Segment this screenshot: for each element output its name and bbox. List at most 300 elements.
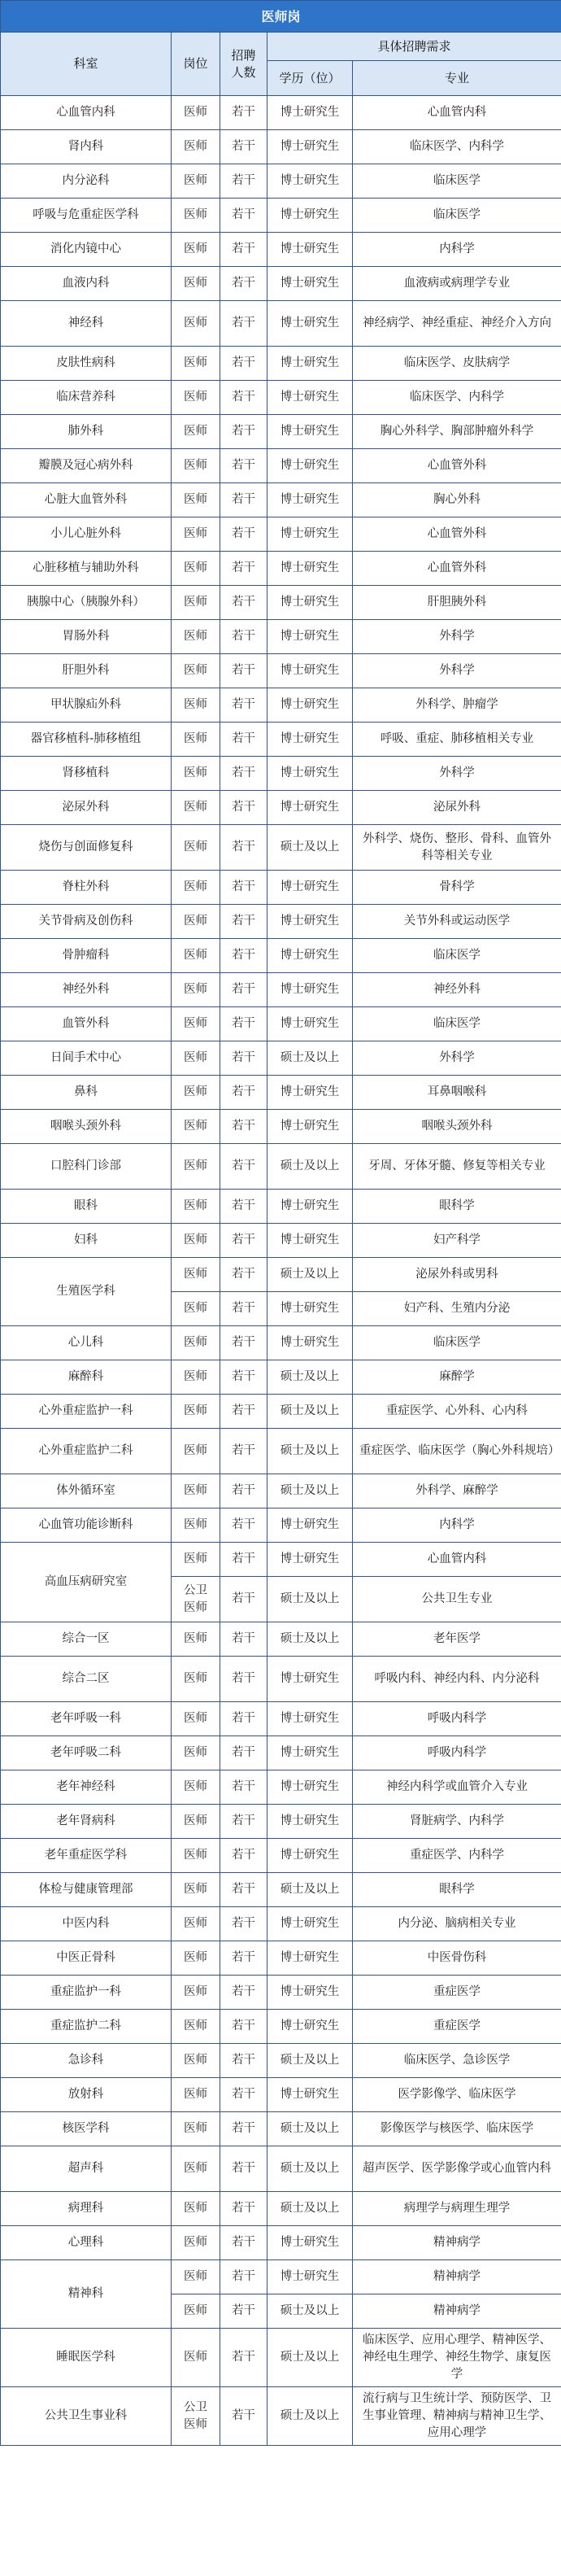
- dept-cell: 急诊科: [1, 2044, 172, 2078]
- num-cell: 若干: [220, 2387, 267, 2446]
- num-cell: 若干: [220, 1076, 267, 1110]
- table-row: [1, 483, 561, 517]
- post-cell: 医师: [172, 2044, 220, 2078]
- edu-cell: 博士研究生: [267, 1007, 353, 1041]
- edu-cell: 博士研究生: [267, 1839, 353, 1873]
- major-cell: 外科学、麻醉学: [353, 1474, 561, 1508]
- num-cell: 若干: [220, 2112, 267, 2146]
- dept-cell: 妇科: [1, 1224, 172, 1258]
- post-cell: 医师: [172, 1702, 220, 1736]
- post-cell: 医师: [172, 1508, 220, 1543]
- post-cell: 医师: [172, 1258, 220, 1292]
- table-row: [1, 552, 561, 586]
- num-cell: 若干: [220, 267, 267, 301]
- dept-cell: 骨肿瘤科: [1, 939, 172, 973]
- num-cell: 若干: [220, 449, 267, 483]
- major-cell: 老年医学: [353, 1622, 561, 1657]
- major-cell: 关节外科或运动医学: [353, 905, 561, 939]
- edu-cell: 博士研究生: [267, 483, 353, 517]
- dept-cell: 老年重症医学科: [1, 1839, 172, 1873]
- post-cell: 医师: [172, 791, 220, 825]
- major-cell: 神经外科: [353, 973, 561, 1007]
- header-need: 具体招聘需求: [267, 33, 561, 61]
- table-row: [1, 1508, 561, 1543]
- edu-cell: 博士研究生: [267, 267, 353, 301]
- major-cell: 临床医学: [353, 1326, 561, 1360]
- major-cell: 外科学、肿瘤学: [353, 688, 561, 723]
- major-cell: 外科学、烧伤、整形、骨科、血管外科等相关专业: [353, 825, 561, 871]
- num-cell: 若干: [220, 1543, 267, 1577]
- num-cell: 若干: [220, 130, 267, 164]
- dept-cell: 脊柱外科: [1, 871, 172, 905]
- post-cell: 医师: [172, 1007, 220, 1041]
- table-row: [1, 1007, 561, 1041]
- post-cell: 医师: [172, 2146, 220, 2192]
- dept-cell: 心儿科: [1, 1326, 172, 1360]
- post-cell: 医师: [172, 2112, 220, 2146]
- table-row: [1, 2010, 561, 2044]
- num-cell: 若干: [220, 2226, 267, 2260]
- table-row: [1, 871, 561, 905]
- edu-cell: 硕士及以上: [267, 1041, 353, 1076]
- post-cell: 医师: [172, 757, 220, 791]
- post-cell: 医师: [172, 1326, 220, 1360]
- post-cell: 医师: [172, 1543, 220, 1577]
- major-cell: 心血管内科: [353, 1543, 561, 1577]
- num-cell: 若干: [220, 1770, 267, 1805]
- post-cell: 医师: [172, 1076, 220, 1110]
- major-cell: 泌尿外科或男科: [353, 1258, 561, 1292]
- dept-cell: 鼻科: [1, 1076, 172, 1110]
- major-cell: 重症医学、内科学: [353, 1839, 561, 1873]
- dept-cell: 肾移植科: [1, 757, 172, 791]
- major-cell: 麻醉学: [353, 1360, 561, 1395]
- post-cell: 医师: [172, 723, 220, 757]
- post-cell: 医师: [172, 1474, 220, 1508]
- post-cell: 医师: [172, 586, 220, 620]
- table-row: [1, 1474, 561, 1508]
- major-cell: 中医骨伤科: [353, 1941, 561, 1976]
- num-cell: 若干: [220, 2329, 267, 2387]
- major-cell: 呼吸内科、神经内科、内分泌科: [353, 1657, 561, 1702]
- table-row: [1, 164, 561, 199]
- table-row: [1, 1622, 561, 1657]
- num-cell: 若干: [220, 688, 267, 723]
- major-cell: 胸心外科: [353, 483, 561, 517]
- dept-cell: 重症监护二科: [1, 2010, 172, 2044]
- edu-cell: 博士研究生: [267, 415, 353, 449]
- major-cell: 泌尿外科: [353, 791, 561, 825]
- post-cell: 医师: [172, 1873, 220, 1907]
- num-cell: 若干: [220, 164, 267, 199]
- edu-cell: 博士研究生: [267, 1543, 353, 1577]
- dept-cell: 心血管功能诊断科: [1, 1508, 172, 1543]
- major-cell: 病理学与病理生理学: [353, 2192, 561, 2226]
- dept-cell: 瓣膜及冠心病外科: [1, 449, 172, 483]
- num-cell: 若干: [220, 1976, 267, 2010]
- edu-cell: 博士研究生: [267, 939, 353, 973]
- table-row: [1, 449, 561, 483]
- dept-cell: 心外重症监护一科: [1, 1395, 172, 1429]
- table-row: [1, 267, 561, 301]
- dept-cell: 精神科: [1, 2260, 172, 2329]
- table-row: [1, 1736, 561, 1770]
- edu-cell: 博士研究生: [267, 757, 353, 791]
- edu-cell: 博士研究生: [267, 1770, 353, 1805]
- post-cell: 医师: [172, 2078, 220, 2112]
- post-cell: 医师: [172, 654, 220, 688]
- table-row: [1, 1907, 561, 1941]
- post-cell: 医师: [172, 1110, 220, 1144]
- post-cell: 医师: [172, 301, 220, 347]
- edu-cell: 硕士及以上: [267, 2294, 353, 2329]
- post-cell: 医师: [172, 517, 220, 552]
- major-cell: 影像医学与核医学、临床医学: [353, 2112, 561, 2146]
- post-cell: 医师: [172, 1041, 220, 1076]
- num-cell: 若干: [220, 2044, 267, 2078]
- dept-cell: 血管外科: [1, 1007, 172, 1041]
- edu-cell: 博士研究生: [267, 2260, 353, 2294]
- major-cell: 呼吸内科学: [353, 1736, 561, 1770]
- post-cell: 医师: [172, 1657, 220, 1702]
- dept-cell: 综合二区: [1, 1657, 172, 1702]
- dept-cell: 肺外科: [1, 415, 172, 449]
- num-cell: 若干: [220, 825, 267, 871]
- edu-cell: 博士研究生: [267, 1110, 353, 1144]
- major-cell: 精神病学: [353, 2260, 561, 2294]
- post-cell: 医师: [172, 199, 220, 233]
- num-cell: 若干: [220, 2078, 267, 2112]
- edu-cell: 博士研究生: [267, 620, 353, 654]
- post-cell: 医师: [172, 2192, 220, 2226]
- post-cell: 医师: [172, 1224, 220, 1258]
- major-cell: 医学影像学、临床医学: [353, 2078, 561, 2112]
- num-cell: 若干: [220, 1292, 267, 1326]
- edu-cell: 博士研究生: [267, 130, 353, 164]
- table-row: [1, 381, 561, 415]
- dept-cell: 皮肤性病科: [1, 347, 172, 381]
- table-row: [1, 130, 561, 164]
- edu-cell: 博士研究生: [267, 1907, 353, 1941]
- table-row: [1, 2112, 561, 2146]
- num-cell: 若干: [220, 2260, 267, 2294]
- edu-cell: 硕士及以上: [267, 2329, 353, 2387]
- table-row: [1, 1770, 561, 1805]
- major-cell: 重症医学、心外科、心内科: [353, 1395, 561, 1429]
- table-body: [1, 96, 561, 2446]
- num-cell: 若干: [220, 1144, 267, 1190]
- post-cell: 医师: [172, 1736, 220, 1770]
- dept-cell: 放射科: [1, 2078, 172, 2112]
- edu-cell: 博士研究生: [267, 517, 353, 552]
- table-row: [1, 2146, 561, 2192]
- table-row: [1, 791, 561, 825]
- table-row: [1, 2226, 561, 2260]
- edu-cell: 硕士及以上: [267, 1144, 353, 1190]
- edu-cell: 硕士及以上: [267, 2387, 353, 2446]
- edu-cell: 硕士及以上: [267, 1258, 353, 1292]
- dept-cell: 核医学科: [1, 2112, 172, 2146]
- table-row: [1, 620, 561, 654]
- edu-cell: 博士研究生: [267, 96, 353, 130]
- table-row: [1, 96, 561, 130]
- num-cell: 若干: [220, 620, 267, 654]
- edu-cell: 博士研究生: [267, 723, 353, 757]
- table-row: [1, 1190, 561, 1224]
- post-cell: 医师: [172, 1190, 220, 1224]
- table-row: [1, 1805, 561, 1839]
- major-cell: 临床医学: [353, 164, 561, 199]
- edu-cell: 博士研究生: [267, 1702, 353, 1736]
- edu-cell: 博士研究生: [267, 1076, 353, 1110]
- major-cell: 临床医学: [353, 939, 561, 973]
- num-cell: 若干: [220, 1941, 267, 1976]
- num-cell: 若干: [220, 586, 267, 620]
- major-cell: 外科学: [353, 620, 561, 654]
- table-row: [1, 688, 561, 723]
- num-cell: 若干: [220, 1110, 267, 1144]
- num-cell: 若干: [220, 1360, 267, 1395]
- table-title-row: [1, 1, 561, 33]
- header-major: 专业: [353, 61, 561, 96]
- table-row: [1, 517, 561, 552]
- dept-cell: 眼科: [1, 1190, 172, 1224]
- dept-cell: 超声科: [1, 2146, 172, 2192]
- edu-cell: 硕士及以上: [267, 1395, 353, 1429]
- num-cell: 若干: [220, 1326, 267, 1360]
- num-cell: 若干: [220, 301, 267, 347]
- dept-cell: 胃肠外科: [1, 620, 172, 654]
- edu-cell: 硕士及以上: [267, 1360, 353, 1395]
- num-cell: 若干: [220, 1622, 267, 1657]
- dept-cell: 体外循环室: [1, 1474, 172, 1508]
- num-cell: 若干: [220, 723, 267, 757]
- dept-cell: 体检与健康管理部: [1, 1873, 172, 1907]
- edu-cell: 博士研究生: [267, 449, 353, 483]
- edu-cell: 博士研究生: [267, 301, 353, 347]
- dept-cell: 内分泌科: [1, 164, 172, 199]
- post-cell: 医师: [172, 233, 220, 267]
- edu-cell: 博士研究生: [267, 791, 353, 825]
- num-cell: 若干: [220, 2010, 267, 2044]
- major-cell: 胸心外科学、胸部肿瘤外科学: [353, 415, 561, 449]
- dept-cell: 神经外科: [1, 973, 172, 1007]
- post-cell: 医师: [172, 381, 220, 415]
- edu-cell: 博士研究生: [267, 1224, 353, 1258]
- post-cell: 医师: [172, 267, 220, 301]
- num-cell: 若干: [220, 1805, 267, 1839]
- edu-cell: 博士研究生: [267, 347, 353, 381]
- edu-cell: 硕士及以上: [267, 2044, 353, 2078]
- num-cell: 若干: [220, 415, 267, 449]
- table-row: [1, 586, 561, 620]
- dept-cell: 病理科: [1, 2192, 172, 2226]
- header-post: 岗位: [172, 33, 220, 96]
- post-cell: 医师: [172, 1395, 220, 1429]
- post-cell: 医师: [172, 1941, 220, 1976]
- major-cell: 临床医学、内科学: [353, 130, 561, 164]
- edu-cell: 博士研究生: [267, 973, 353, 1007]
- major-cell: 耳鼻咽喉科: [353, 1076, 561, 1110]
- major-cell: 外科学: [353, 1041, 561, 1076]
- edu-cell: 博士研究生: [267, 586, 353, 620]
- dept-cell: 老年呼吸一科: [1, 1702, 172, 1736]
- dept-cell: 烧伤与创面修复科: [1, 825, 172, 871]
- num-cell: 若干: [220, 233, 267, 267]
- table-row: [1, 1110, 561, 1144]
- table-row: [1, 1360, 561, 1395]
- major-cell: 临床医学、应用心理学、精神医学、神经电生理学、神经生物学、康复医学: [353, 2329, 561, 2387]
- num-cell: 若干: [220, 347, 267, 381]
- table-row: [1, 1224, 561, 1258]
- edu-cell: 博士研究生: [267, 1508, 353, 1543]
- num-cell: 若干: [220, 1702, 267, 1736]
- major-cell: 流行病与卫生统计学、预防医学、卫生事业管理、精神病与精神卫生学、应用心理学: [353, 2387, 561, 2446]
- table-row: [1, 973, 561, 1007]
- major-cell: 公共卫生专业: [353, 1577, 561, 1622]
- post-cell: 医师: [172, 1907, 220, 1941]
- dept-cell: 老年肾病科: [1, 1805, 172, 1839]
- post-cell: 公卫医师: [172, 1577, 220, 1622]
- major-cell: 呼吸内科学: [353, 1702, 561, 1736]
- major-cell: 临床医学、皮肤病学: [353, 347, 561, 381]
- table-row: [1, 1873, 561, 1907]
- major-cell: 神经病学、神经重症、神经介入方向: [353, 301, 561, 347]
- post-cell: 医师: [172, 96, 220, 130]
- table-row: [1, 1941, 561, 1976]
- major-cell: 神经内科学或血管介入专业: [353, 1770, 561, 1805]
- major-cell: 肝胆胰外科: [353, 586, 561, 620]
- major-cell: 重症医学: [353, 1976, 561, 2010]
- num-cell: 若干: [220, 1007, 267, 1041]
- edu-cell: 博士研究生: [267, 2010, 353, 2044]
- header-dept: 科室: [1, 33, 172, 96]
- edu-cell: 博士研究生: [267, 1941, 353, 1976]
- table-row: [1, 2078, 561, 2112]
- post-cell: 医师: [172, 1622, 220, 1657]
- post-cell: 医师: [172, 905, 220, 939]
- major-cell: 眼科学: [353, 1190, 561, 1224]
- table-row: [1, 2192, 561, 2226]
- dept-cell: 肾内科: [1, 130, 172, 164]
- num-cell: 若干: [220, 1839, 267, 1873]
- table-row: [1, 1657, 561, 1702]
- post-cell: 医师: [172, 939, 220, 973]
- edu-cell: 博士研究生: [267, 1326, 353, 1360]
- table-row: [1, 2387, 561, 2446]
- post-cell: 医师: [172, 1429, 220, 1474]
- post-cell: 医师: [172, 552, 220, 586]
- num-cell: 若干: [220, 483, 267, 517]
- table-row: [1, 905, 561, 939]
- dept-cell: 神经科: [1, 301, 172, 347]
- major-cell: 咽喉头颈外科: [353, 1110, 561, 1144]
- num-cell: 若干: [220, 1190, 267, 1224]
- major-cell: 精神病学: [353, 2226, 561, 2260]
- dept-cell: 心外重症监护二科: [1, 1429, 172, 1474]
- num-cell: 若干: [220, 1907, 267, 1941]
- table-row: [1, 1543, 561, 1577]
- num-cell: 若干: [220, 1429, 267, 1474]
- post-cell: 医师: [172, 1839, 220, 1873]
- dept-cell: 咽喉头颈外科: [1, 1110, 172, 1144]
- edu-cell: 博士研究生: [267, 1736, 353, 1770]
- edu-cell: 博士研究生: [267, 1976, 353, 2010]
- edu-cell: 博士研究生: [267, 1805, 353, 1839]
- dept-cell: 日间手术中心: [1, 1041, 172, 1076]
- edu-cell: 博士研究生: [267, 1190, 353, 1224]
- dept-cell: 综合一区: [1, 1622, 172, 1657]
- major-cell: 重症医学、临床医学（胸心外科规培）: [353, 1429, 561, 1474]
- major-cell: 妇产科学: [353, 1224, 561, 1258]
- num-cell: 若干: [220, 2192, 267, 2226]
- post-cell: 公卫医师: [172, 2387, 220, 2446]
- post-cell: 医师: [172, 415, 220, 449]
- major-cell: 外科学: [353, 757, 561, 791]
- major-cell: 精神病学: [353, 2294, 561, 2329]
- post-cell: 医师: [172, 1805, 220, 1839]
- major-cell: 妇产科、生殖内分泌: [353, 1292, 561, 1326]
- major-cell: 超声医学、医学影像学或心血管内科: [353, 2146, 561, 2192]
- post-cell: 医师: [172, 973, 220, 1007]
- dept-cell: 口腔科门诊部: [1, 1144, 172, 1190]
- edu-cell: 硕士及以上: [267, 2146, 353, 2192]
- dept-cell: 高血压病研究室: [1, 1543, 172, 1622]
- edu-cell: 博士研究生: [267, 199, 353, 233]
- post-cell: 医师: [172, 449, 220, 483]
- table-row: [1, 415, 561, 449]
- dept-cell: 器官移植科-肺移植组: [1, 723, 172, 757]
- header-edu: 学历（位）: [267, 61, 353, 96]
- num-cell: 若干: [220, 1657, 267, 1702]
- post-cell: 医师: [172, 871, 220, 905]
- num-cell: 若干: [220, 552, 267, 586]
- table-row: [1, 347, 561, 381]
- table-row: [1, 199, 561, 233]
- num-cell: 若干: [220, 1395, 267, 1429]
- num-cell: 若干: [220, 96, 267, 130]
- post-cell: 医师: [172, 2329, 220, 2387]
- table-row: [1, 2329, 561, 2387]
- table-row: [1, 1976, 561, 2010]
- edu-cell: 硕士及以上: [267, 1429, 353, 1474]
- num-cell: 若干: [220, 654, 267, 688]
- num-cell: 若干: [220, 871, 267, 905]
- dept-cell: 泌尿外科: [1, 791, 172, 825]
- table-title: 医师岗: [1, 1, 561, 33]
- header-row-top: [1, 33, 561, 61]
- num-cell: 若干: [220, 973, 267, 1007]
- dept-cell: 重症监护一科: [1, 1976, 172, 2010]
- edu-cell: 博士研究生: [267, 233, 353, 267]
- dept-cell: 老年神经科: [1, 1770, 172, 1805]
- num-cell: 若干: [220, 381, 267, 415]
- num-cell: 若干: [220, 199, 267, 233]
- edu-cell: 硕士及以上: [267, 825, 353, 871]
- post-cell: 医师: [172, 130, 220, 164]
- major-cell: 内科学: [353, 233, 561, 267]
- dept-cell: 中医内科: [1, 1907, 172, 1941]
- major-cell: 临床医学、急诊医学: [353, 2044, 561, 2078]
- edu-cell: 硕士及以上: [267, 2192, 353, 2226]
- edu-cell: 博士研究生: [267, 1657, 353, 1702]
- major-cell: 外科学: [353, 654, 561, 688]
- post-cell: 医师: [172, 620, 220, 654]
- post-cell: 医师: [172, 1360, 220, 1395]
- table-row: [1, 723, 561, 757]
- major-cell: 血液病或病理学专业: [353, 267, 561, 301]
- table-row: [1, 1041, 561, 1076]
